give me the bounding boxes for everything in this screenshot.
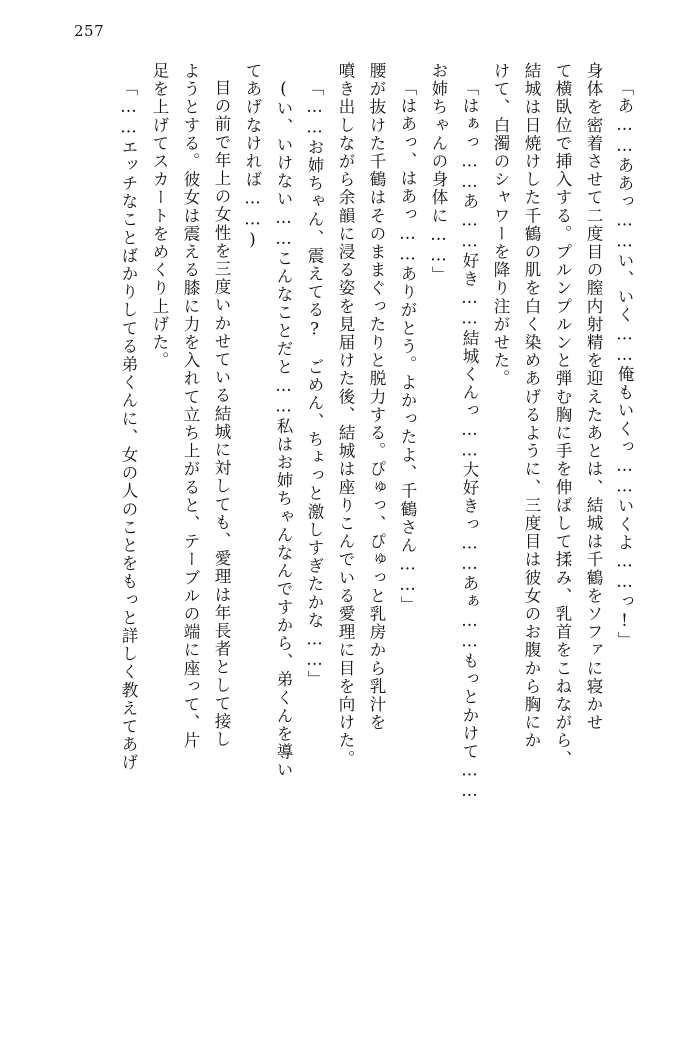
text-line: て横臥位で挿入する。プルンプルンと弾む胸に手を伸ばして揉み、乳首をこねながら、 xyxy=(553,62,572,768)
body-text-block xyxy=(46,62,640,997)
text-line: 「……お姉ちゃん、震えてる? ごめん、ちょっと激しすぎたかな……」 xyxy=(305,79,324,689)
page-number: 257 xyxy=(74,22,105,40)
text-line: 「はぁっ……あ……好き……結城くんっ……大好きっ……あぁ……もっとかけて…… xyxy=(460,79,479,802)
text-line: 目の前で年上の女性を三度いかせている結城に対しても、愛理は年長者として接し xyxy=(212,79,231,749)
text-line: 結城は日焼けした千鶴の肌を白く染めあげるように、三度目は彼女のお腹から胸にか xyxy=(522,62,541,750)
text-line: (い、いけない……こんなことだと……私はお姉ちゃんなんですから、弟くんを導い xyxy=(274,79,293,780)
text-line: けて、白濁のシャワーを降り注がせた。 xyxy=(491,62,510,388)
text-line: てあげなければ……) xyxy=(243,62,262,251)
text-line: 腰が抜けた千鶴はそのままぐったりと脱力する。ぴゅっ、ぴゅっと乳房から乳汁を xyxy=(367,62,386,732)
text-line: 身体を密着させて二度目の膣内射精を迎えたあとは、結城は千鶴をソファに寝かせ xyxy=(584,62,603,732)
text-line: 「はあっ、はあっ……ありがとう。よかったよ、千鶴さん……」 xyxy=(398,79,417,614)
text-line: 噴き出しながら余韻に浸る姿を見届けた後、結城は座りこんでいる愛理に目を向けた。 xyxy=(336,62,355,768)
text-line: ようとする。彼女は震える膝に力を入れて立ち上がると、テーブルの端に座って、片 xyxy=(181,62,200,750)
text-line: 「……エッチなことばかりしてる弟くんに、女の人のことをもっと詳しく教えてあげ xyxy=(119,79,138,772)
text-line: 足を上げてスカートをめくり上げた。 xyxy=(150,62,169,370)
text-line: お姉ちゃんの身体に……」 xyxy=(429,62,448,285)
text-line: 「あ……ああっ……い、いく……俺もいくっ……いくよ……っ!」 xyxy=(615,79,634,650)
